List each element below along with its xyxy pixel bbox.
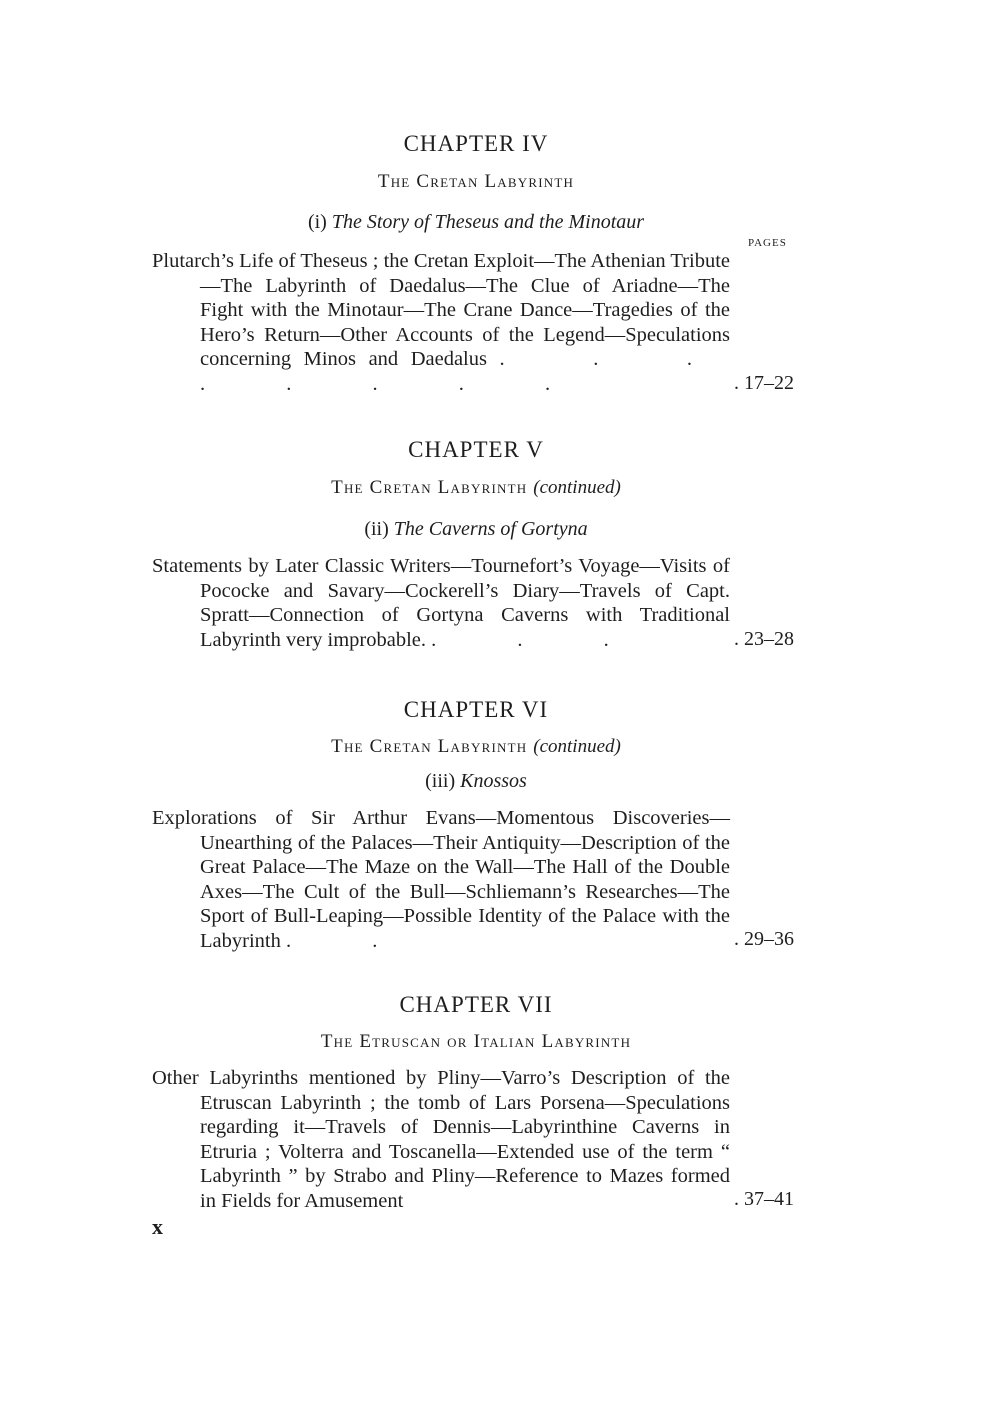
entry-text: Other Labyrinths mentioned by Pliny—Varro’s Description of the Etruscan Labyrinth ; the tomb of Lars Porsena—Speculations regarding it—Travels of Dennis—Labyrinthine Caverns in Etruria ; Volterra and Toscanella—Extended use of the term “ Labyrinth ” by Strabo and Pliny—Reference to Mazes formed in Fields for Amusement <box>152 1067 730 1212</box>
section-heading <box>152 518 800 541</box>
chapter-subtitle-text: The Cretan Labyrinth <box>331 477 528 498</box>
section-number: (ii) <box>364 518 389 540</box>
section-heading <box>152 770 800 793</box>
chapter-subtitle-suffix: (continued) <box>533 477 621 498</box>
entry-text: Statements by Later Classic Writers—Tournefort’s Voyage—Visits of Pococke and Savary—Cockerell’s Diary—Travels of Capt. Spratt—Connection of Gortyna Caverns with Traditional Labyrinth very improbable. <box>152 555 730 651</box>
chapter-entry <box>152 806 730 953</box>
chapter-subtitle <box>152 171 800 193</box>
section-title: The Caverns of Gortyna <box>393 518 588 540</box>
chapter-subtitle-text: The Cretan Labyrinth <box>331 736 528 757</box>
chapter-subtitle <box>152 736 800 758</box>
section-title: Knossos <box>460 770 527 792</box>
chapter-heading: CHAPTER IV <box>403 131 549 156</box>
chapter-heading: CHAPTER VII <box>399 992 553 1017</box>
page-range: . 37–41 <box>734 1188 794 1210</box>
page-folio: x <box>152 1214 163 1239</box>
chapter-subtitle-text: The Etruscan or Italian Labyrinth <box>320 1031 632 1052</box>
section-number: (i) <box>307 211 327 233</box>
pages-column-label: PAGES <box>748 237 787 249</box>
dot-leader: . . <box>285 929 416 952</box>
chapter-subtitle-text: The Cretan Labyrinth <box>377 171 575 192</box>
section-heading <box>152 211 800 234</box>
chapter-subtitle-suffix: (continued) <box>533 736 621 757</box>
chapter-heading: CHAPTER VI <box>403 697 549 722</box>
chapter-entry <box>152 1066 730 1213</box>
dot-leader: . . . . . . . . <box>200 348 730 395</box>
page-range: . 23–28 <box>734 628 794 650</box>
chapter-entry <box>152 249 730 396</box>
section-number: (iii) <box>425 770 456 792</box>
chapter-heading: CHAPTER V <box>408 437 544 462</box>
entry-text: Explorations of Sir Arthur Evans—Momentous Discoveries—Unearthing of the Palaces—Their Antiquity—Description of the Great Palace—The Maze on the Wall—The Hall of the Double Axes—The Cult of the Bull—Schliemann’s Researches—The Sport of Bull-Leaping—Possible Identity of the Palace with the Labyrinth <box>152 807 730 952</box>
page-range: . 17–22 <box>734 372 794 394</box>
section-title: The Story of Theseus and the Minotaur <box>331 211 645 233</box>
chapter-entry <box>152 554 730 652</box>
entry-text: Plutarch’s Life of Theseus ; the Cretan Exploit—The Athenian Tribute—The Labyrinth of Daedalus—The Clue of Ariadne—The Fight with the Minotaur—The Crane Dance—Tragedies of the Hero’s Return—Other Accounts of the Legend—Speculations concerning Minos and Daedalus <box>152 250 730 370</box>
page-range: . 29–36 <box>734 928 794 950</box>
chapter-subtitle <box>152 1031 800 1053</box>
chapter-subtitle <box>152 477 800 499</box>
dot-leader: . . . <box>431 628 647 651</box>
